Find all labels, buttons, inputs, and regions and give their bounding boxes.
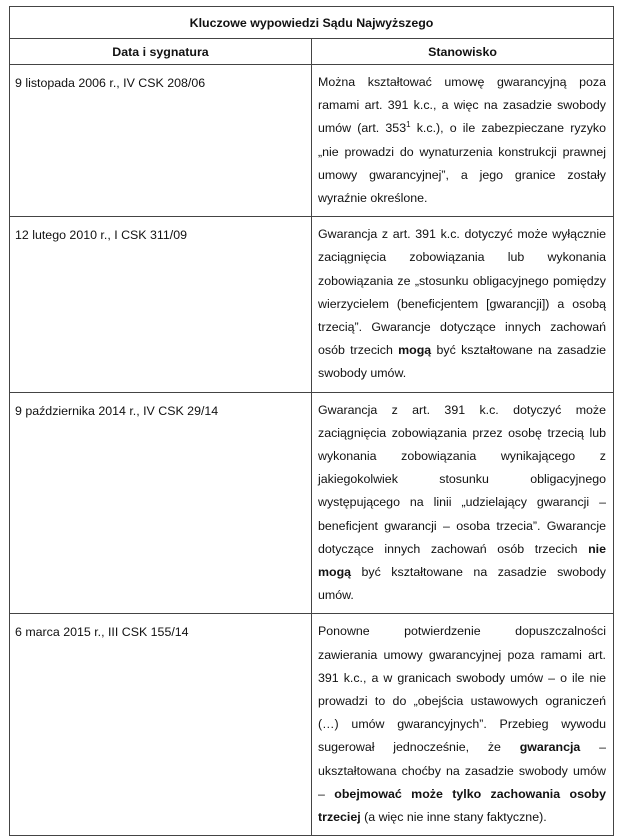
- date-cell: 6 marca 2015 r., III CSK 155/14: [10, 614, 312, 836]
- table-row: [10, 65, 614, 217]
- bold-text: nie mogą: [318, 541, 606, 580]
- table-row: [10, 392, 614, 614]
- text-segment: (a więc nie inne stany faktyczne).: [360, 810, 547, 825]
- position-cell: [312, 614, 614, 836]
- title-row: [10, 7, 614, 39]
- date-cell: 12 lutego 2010 r., I CSK 311/09: [10, 217, 312, 392]
- text-segment: k.c.), o ile zabezpieczane ryzyko „nie prowadzi do wynaturzenia konstrukcji prawnej umowy gwarancyjnej”, a jego granice zostały wyraźnie określone.: [318, 121, 607, 206]
- table-title: Kluczowe wypowiedzi Sądu Najwyższego: [10, 7, 614, 39]
- bold-text: mogą: [398, 343, 432, 358]
- bold-text: gwarancja: [519, 740, 581, 755]
- bold-text: obejmować może tylko zachowania osoby trzeciej: [318, 786, 606, 825]
- text-segment: Gwarancja z art. 391 k.c. dotyczyć może wyłącznie zaciągnięcia zobowiązania lub wykonania zobowiązania ze „stosunku obligacyjnego pomiędzy wierzycielem (beneficjentem [gwarancji]) a osobą trzecią”. Gwarancje dotyczące innych zachowań osób trzecich: [318, 227, 606, 358]
- header-date: Data i sygnatura: [10, 39, 312, 65]
- position-cell: [312, 392, 614, 614]
- position-cell: [312, 65, 614, 217]
- text-segment: Gwarancja z art. 391 k.c. dotyczyć może zaciągnięcia zobowiązania przez osobę trzecią lub wykonania zobowiązania wynikającego z jakiegokolwiek stosunku obligacyjnego występującego na linii „udzielający gwarancji – beneficjent gwarancji – osoba trzecia”. Gwarancje dotyczące innych zachowań osób trzecich: [318, 402, 606, 556]
- text-segment: być kształtowane na zasadzie swobody umów.: [318, 343, 606, 381]
- text-segment: Ponowne potwierdzenie dopuszczalności zawierania umowy gwarancyjnej poza ramami art. 391 k.c., a w granicach swobody umów – o ile nie prowadzi to do „obejścia ustawowych ograniczeń (…) umów gwarancyjnych”. Przebieg wywodu sugerował jednocześnie, że: [318, 624, 606, 755]
- text-segment: być kształtowane na zasadzie swobody umów.: [318, 565, 606, 603]
- header-row: [10, 39, 614, 65]
- table-row: [10, 217, 614, 392]
- position-cell: [312, 217, 614, 392]
- date-cell: 9 listopada 2006 r., IV CSK 208/06: [10, 65, 312, 217]
- text-segment: – ukształtowana choćby na zasadzie swobody umów –: [318, 740, 606, 801]
- table-row: [10, 614, 614, 836]
- date-cell: 9 października 2014 r., IV CSK 29/14: [10, 392, 312, 614]
- header-position: Stanowisko: [312, 39, 614, 65]
- text-segment: Można kształtować umowę gwarancyjną poza ramami art. 391 k.c., a więc na zasadzie swobody umów (art. 353: [318, 75, 606, 136]
- superscript-text: 1: [406, 120, 411, 130]
- rulings-table: [9, 6, 614, 836]
